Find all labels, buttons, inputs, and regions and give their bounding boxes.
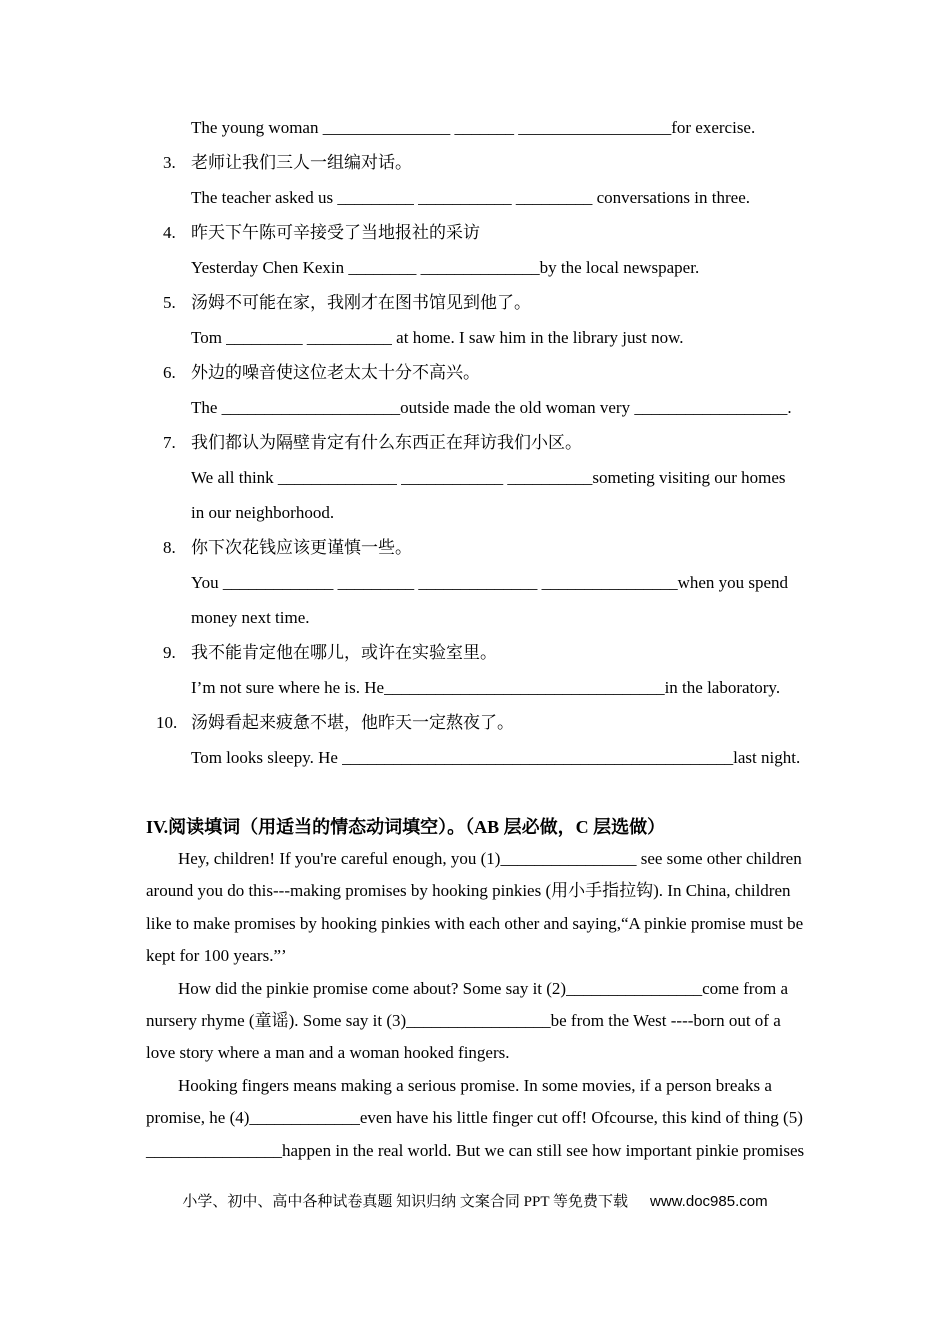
item-english-line: Tom _________ __________ at home. I saw him in the library just now.: [191, 328, 684, 347]
item-number: 8.: [163, 538, 176, 557]
item-chinese-line: [146, 425, 846, 460]
item-number: 3.: [163, 153, 176, 172]
item-chinese-line: [146, 215, 846, 250]
item-number: 10.: [156, 713, 178, 732]
page-footer: [0, 1190, 950, 1211]
item-chinese-text: 外边的噪音使这位老太太十分不高兴。: [191, 363, 480, 382]
footer-url: www.doc985.com: [650, 1193, 768, 1210]
paragraph-line: love story where a man and a woman hooked fingers.: [146, 1043, 510, 1063]
item-number: 4.: [163, 223, 176, 242]
paragraph-line: nursery rhyme (童谣). Some say it (3)_________________be from the West ----born out of a: [146, 1010, 781, 1030]
footer-text: 小学、初中、高中各种试卷真题 知识归纳 文案合同 PPT 等免费下载: [182, 1194, 629, 1210]
item-chinese-line: [146, 530, 846, 565]
item-chinese-line: [146, 285, 846, 320]
item-number: 6.: [163, 363, 176, 382]
section-paragraphs: [146, 843, 846, 1167]
item-chinese-line: [146, 705, 846, 740]
item-chinese-text: 老师让我们三人一组编对话。: [191, 153, 412, 172]
item-english-line: The _____________________outside made the old woman very __________________.: [191, 398, 792, 417]
item-chinese-text: 昨天下午陈可辛接受了当地报社的采访: [191, 223, 480, 242]
item-english-line: in our neighborhood.: [191, 503, 335, 522]
item-number: 9.: [163, 643, 176, 662]
item-chinese-text: 我们都认为隔壁肯定有什么东西正在拜访我们小区。: [191, 433, 582, 452]
item-number: 5.: [163, 293, 176, 312]
paragraph-line: kept for 100 years.”’: [146, 946, 287, 966]
item-chinese-text: 你下次花钱应该更谨慎一些。: [191, 538, 412, 557]
item-english-line: I’m not sure where he is. He_________________________________in the laboratory.: [191, 678, 781, 697]
item-number: 7.: [163, 433, 176, 452]
paragraph-line: like to make promises by hooking pinkies with each other and saying,“A pinkie promise must be: [146, 913, 804, 933]
paragraph-line: ________________happen in the real world. But we can still see how important pinkie promises: [146, 1140, 805, 1160]
item-english-line: You _____________ _________ ______________ ________________when you spend: [191, 573, 789, 592]
paragraph-line: Hooking fingers means making a serious promise. In some movies, if a person breaks a: [178, 1075, 772, 1095]
paragraph-line: around you do this---making promises by hooking pinkies (用小手指拉钩). In China, children: [146, 881, 791, 901]
item-chinese-line: [146, 635, 846, 670]
item-english-line: The young woman _______________ _______ __________________for exercise.: [191, 118, 756, 137]
item-chinese-line: [146, 145, 846, 180]
item-english-line: Tom looks sleepy. He ______________________________________________last night.: [191, 748, 801, 767]
item-english-line: The teacher asked us _________ ___________ _________ conversations in three.: [191, 188, 750, 207]
item-english-line: Yesterday Chen Kexin ________ ______________by the local newspaper.: [191, 258, 700, 277]
item-english-line: money next time.: [191, 608, 310, 627]
item-english-line: We all think ______________ ____________ __________someting visiting our homes: [191, 468, 786, 487]
item-chinese-line: [146, 355, 846, 390]
exercise-list: [146, 110, 846, 775]
paragraph-line: How did the pinkie promise come about? Some say it (2)________________come from a: [178, 978, 788, 998]
worksheet-body: [146, 110, 846, 1167]
section-heading: IV.阅读填词（用适当的情态动词填空）。（AB 层必做，C 层选做）: [146, 817, 666, 837]
paragraph-line: Hey, children! If you're careful enough, you (1)________________ see some other children: [178, 849, 802, 868]
paragraph-line: promise, he (4)_____________even have his little finger cut off! Ofcourse, this kind of thing (5): [146, 1108, 803, 1128]
item-chinese-text: 汤姆看起来疲惫不堪，他昨天一定熬夜了。: [191, 713, 514, 732]
item-chinese-text: 汤姆不可能在家，我刚才在图书馆见到他了。: [191, 293, 531, 312]
item-chinese-text: 我不能肯定他在哪儿，或许在实验室里。: [191, 643, 497, 662]
